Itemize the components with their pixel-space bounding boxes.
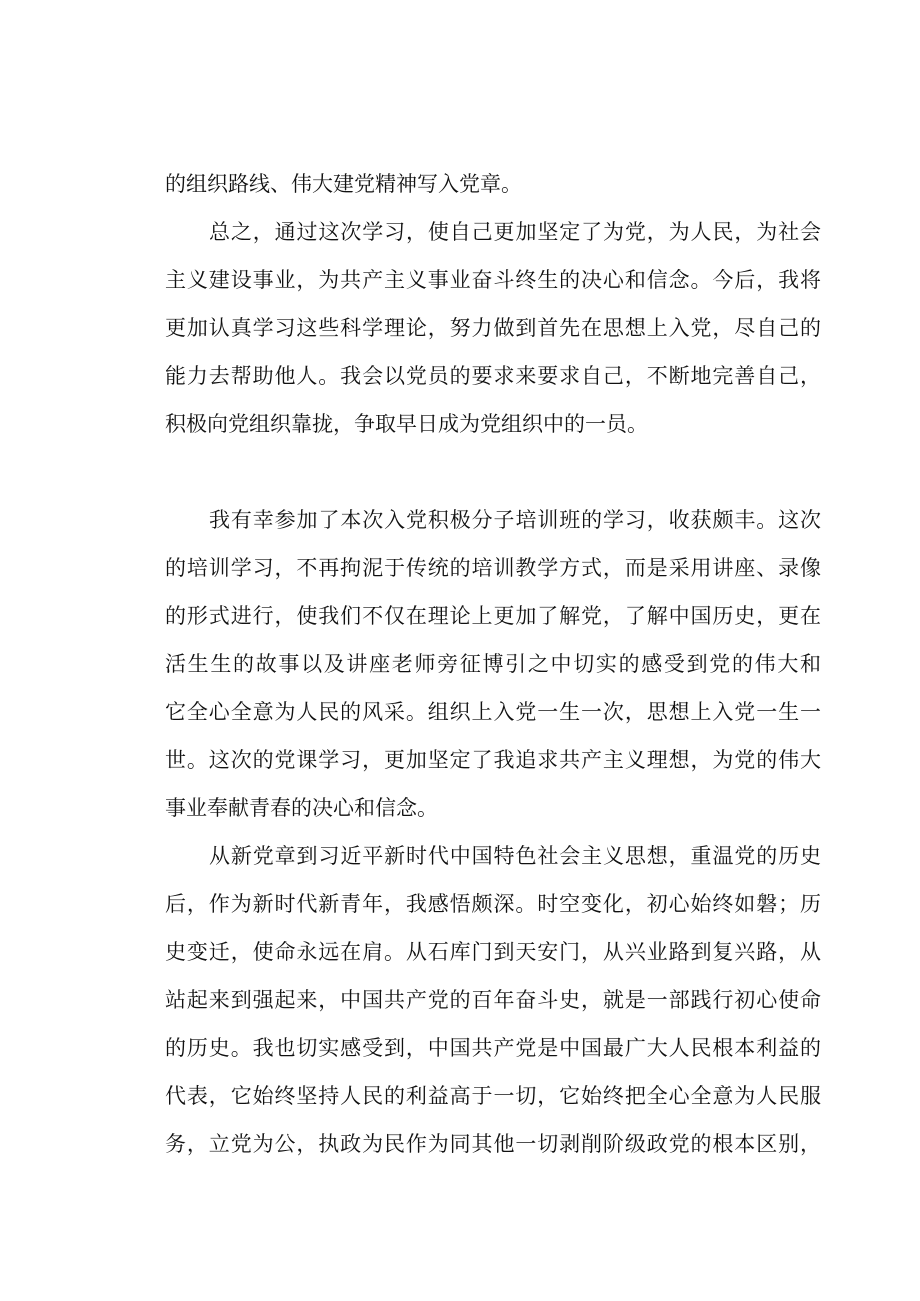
text-line: 的历史。我也切实感受到，中国共产党是中国最广大人民根本利益的: [165, 1036, 821, 1060]
text-line: 的形式进行，使我们不仅在理论上更加了解党，了解中国历史，更在: [165, 604, 821, 628]
text-line: 的组织路线、伟大建党精神写入党章。: [165, 172, 522, 196]
text-line: 世。这次的党课学习，更加坚定了我追求共产主义理想，为党的伟大: [165, 748, 821, 772]
text-line: 史变迁，使命永远在肩。从石库门到天安门，从兴业路到复兴路，从: [165, 940, 821, 964]
text-line: 我有幸参加了本次入党积极分子培训班的学习，收获颇丰。这次: [209, 508, 821, 532]
text-line: 务，立党为公，执政为民作为同其他一切剥削阶级政党的根本区别，: [165, 1132, 821, 1156]
text-line: 总之，通过这次学习，使自己更加坚定了为党，为人民，为社会: [209, 220, 821, 244]
text-line: 更加认真学习这些科学理论，努力做到首先在思想上入党，尽自己的: [165, 316, 821, 340]
paragraph: [165, 832, 821, 1168]
text-line: 它全心全意为人民的风采。组织上入党一生一次，思想上入党一生一: [165, 700, 821, 724]
text-line: 代表，它始终坚持人民的利益高于一切，它始终把全心全意为人民服: [165, 1084, 821, 1108]
text-line: 事业奉献青春的决心和信念。: [165, 796, 438, 820]
text-line: 从新党章到习近平新时代中国特色社会主义思想，重温党的历史: [209, 844, 821, 868]
blank-line: [165, 448, 821, 496]
paragraph: [165, 496, 821, 832]
text-line: 积极向党组织靠拢，争取早日成为党组织中的一员。: [165, 412, 648, 436]
text-line: 的培训学习，不再拘泥于传统的培训教学方式，而是采用讲座、录像: [165, 556, 821, 580]
paragraph: [165, 208, 821, 448]
text-line: 后，作为新时代新青年，我感悟颇深。时空变化，初心始终如磐；历: [165, 892, 821, 916]
paragraph: [165, 160, 821, 208]
text-line: 活生生的故事以及讲座老师旁征博引之中切实的感受到党的伟大和: [165, 652, 821, 676]
text-line: 主义建设事业，为共产主义事业奋斗终生的决心和信念。今后，我将: [165, 268, 821, 292]
document-body: [165, 160, 821, 1168]
text-line: 站起来到强起来，中国共产党的百年奋斗史，就是一部践行初心使命: [165, 988, 821, 1012]
text-line: 能力去帮助他人。我会以党员的要求来要求自己，不断地完善自己，: [165, 364, 821, 388]
